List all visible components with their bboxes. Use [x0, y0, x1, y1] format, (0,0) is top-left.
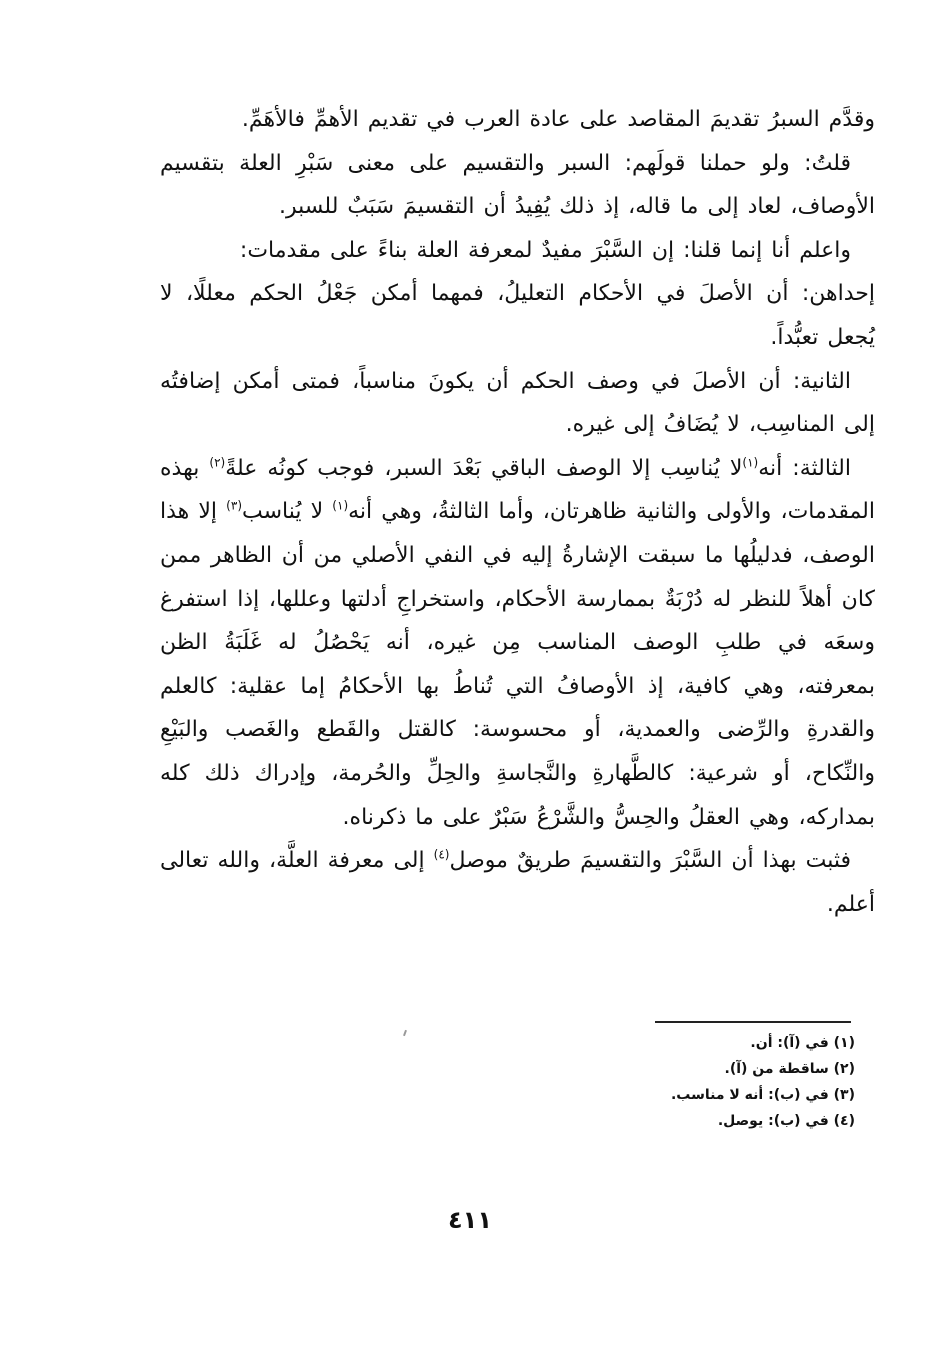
page-number: ٤١١	[448, 1206, 492, 1234]
paragraph	[160, 272, 875, 359]
paragraph	[160, 360, 875, 447]
paragraph-text: وقدَّم السبرُ تقديمَ المقاصد على عادة العرب في تقديم الأهمِّ فالأهَمِّ.	[241, 107, 875, 132]
paragraph-text: قلتُ: ولو حملنا قولَهم: السبر والتقسيم على معنى سَبْرِ العلة بتقسيم الأوصاف، لعاد إلى ما قاله، إذ ذلك يُفِيدُ أن التقسيمَ سَبَبٌ للسبر.	[160, 150, 875, 220]
paragraph	[160, 839, 875, 926]
footnote-reference: (٢)	[209, 455, 226, 470]
paragraph	[160, 229, 875, 273]
paragraph-text: الثالثة: أنه	[758, 455, 851, 481]
paragraph	[160, 142, 875, 229]
footnote: (١) في (آ): أن.	[750, 1035, 855, 1051]
paragraph-text: إلى معرفة العلَّة، والله تعالى أعلم.	[160, 848, 875, 917]
footnote-reference: (١)	[332, 499, 349, 514]
paragraph-text: فثبت بهذا أن السَّبْرَ والتقسيمَ طريقٌ موصل	[449, 848, 851, 874]
footnote: (٣) في (ب): أنه لا مناسب.	[670, 1087, 855, 1103]
paragraph-text: إلا هذا الوصف، فدليلُها ما سبقت الإشارةُ إليه في النفي الأصلي من أن الظاهر ممن كان أهلاً للنظر له دُرْبَةٌ بممارسة الأحكام، واستخراجِ أدلتها وعللها، إذا استفرغ وسعَه في طلبِ الوصف المناسب مِن غيره، أنه يَحْصُلُ له غَلَبَةُ الظن بمعرفته، وهي كافية، إذ الأوصافُ التي تُناطُ بها الأحكامُ إما عقلية: كالعلم والقدرةِ والرِّضى والعمدية، أو محسوسة: كالقتل والقَطع والغَصب والبَيْعِ والنِّكاح، أو شرعية: كالطَّهارةِ والنَّجاسةِ والحِلِّ والحُرمة، وإدراك ذلك كله بمداركه، وهي العقلُ والحِسُّ والشَّرْعُ سَبْرٌ على ما ذكرناه.	[160, 499, 875, 830]
footnote-reference: (٣)	[226, 499, 242, 514]
footnote-separator	[655, 1021, 851, 1023]
paragraph-text: لا يُناسِب إلا الوصف الباقي بَعْدَ السبر، فوجب كونُه علةً	[225, 455, 743, 481]
footnote-reference: (٤)	[433, 847, 450, 862]
footnote: (٢) ساقطة من (آ).	[724, 1061, 855, 1077]
footnotes	[520, 1030, 855, 1134]
paragraph-text: بهذه المقدمات، والأولى والثانية ظاهرتان، وأما الثالثةُ، وهي أنه	[160, 455, 875, 525]
footnote-reference: (١)	[742, 455, 759, 470]
paragraph-text: إحداهن: أن الأصلَ في الأحكام التعليلُ، فمهما أمكن جَعْلُ الحكم معللًا، لا يُجعل تعبُّداً.	[160, 281, 875, 350]
scan-speck	[403, 1030, 407, 1036]
paragraph	[160, 447, 875, 839]
main-text	[160, 98, 875, 926]
paragraph	[160, 98, 875, 142]
paragraph-text: واعلم أنا إنما قلنا: إن السَّبْرَ مفيدٌ لمعرفة العلة بناءً على مقدمات:	[239, 237, 851, 263]
footnote: (٤) في (ب): يوصل.	[717, 1113, 855, 1129]
paragraph-text: الثانية: أن الأصلَ في وصف الحكم أن يكونَ مناسباً، فمتى أمكن إضافتُه إلى المناسِب، لا يُضَافُ إلى غيره.	[160, 368, 875, 438]
paragraph-text: لا يُناسب	[242, 499, 333, 525]
